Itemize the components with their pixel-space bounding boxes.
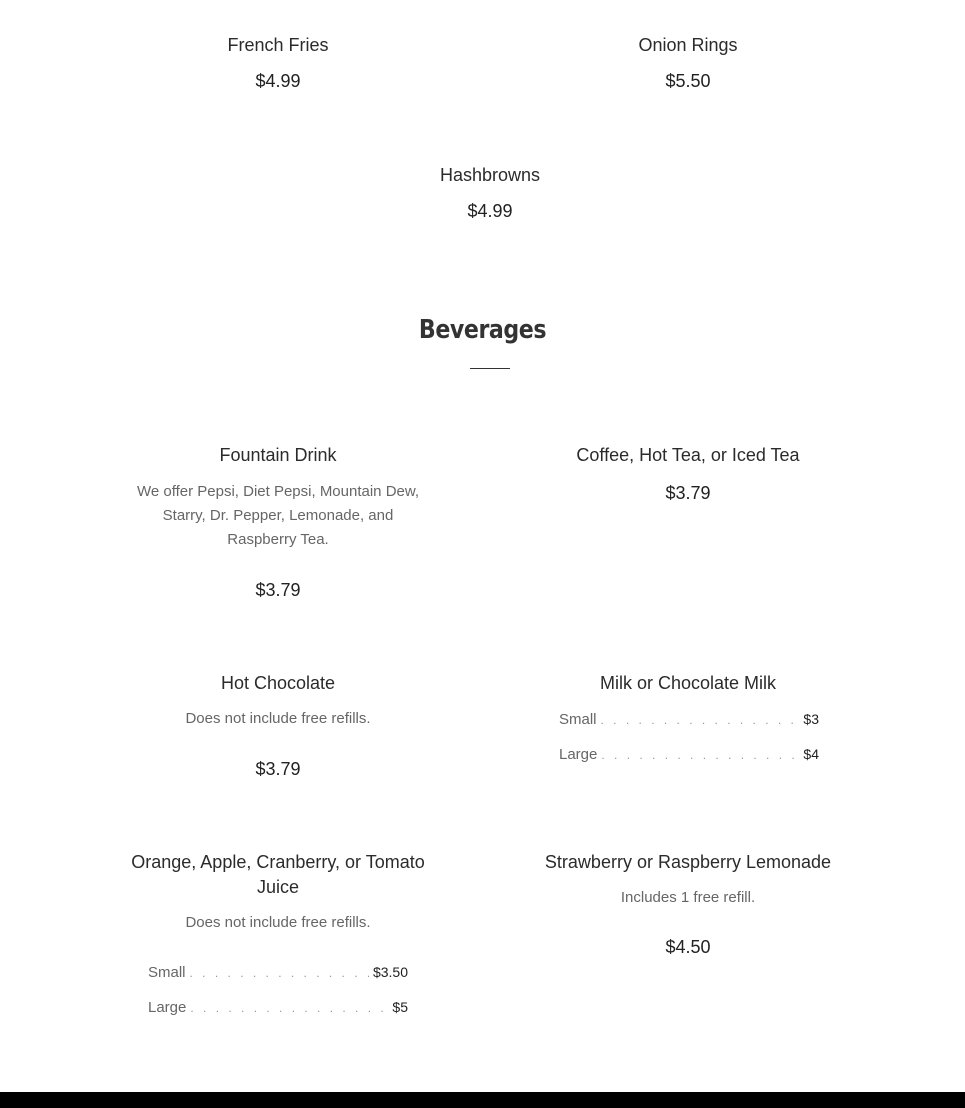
section-divider xyxy=(470,368,510,369)
item-description: Includes 1 free refill. xyxy=(620,889,756,906)
size-label: Small xyxy=(559,711,597,728)
dot-leader xyxy=(597,710,800,730)
item-name: Strawberry or Raspberry Lemonade xyxy=(544,852,832,872)
item-price: $3.79 xyxy=(255,580,301,600)
menu-item-fountain-drink xyxy=(128,443,428,601)
item-name: Fountain Drink xyxy=(219,445,337,465)
item-description: Does not include free refills. xyxy=(185,710,371,727)
item-name: Milk or Chocolate Milk xyxy=(599,673,777,693)
menu-item-hot-chocolate xyxy=(128,671,428,780)
item-name: French Fries xyxy=(227,35,329,55)
section-title-beverages: Beverages xyxy=(418,315,547,345)
size-price: $3.50 xyxy=(372,964,408,980)
item-name: Hashbrowns xyxy=(439,165,541,185)
size-price: $3 xyxy=(803,711,819,727)
item-name: Onion Rings xyxy=(638,35,738,55)
item-price: $3.79 xyxy=(255,759,301,779)
size-label: Large xyxy=(559,746,598,763)
menu-item-french-fries xyxy=(128,33,428,92)
size-label: Large xyxy=(148,999,187,1016)
footer-bar xyxy=(0,1092,965,1108)
dot-leader xyxy=(186,998,388,1018)
menu-item-lemonade xyxy=(508,850,868,958)
size-row-large xyxy=(148,997,408,1018)
item-price: $5.50 xyxy=(665,71,711,91)
item-price: $4.99 xyxy=(255,71,301,91)
dot-leader xyxy=(597,745,799,765)
item-description: We offer Pepsi, Diet Pepsi, Mountain Dew, Starry, Dr. Pepper, Lemonade, and Raspberry Tea. xyxy=(136,483,420,548)
item-price: $4.50 xyxy=(665,937,711,957)
size-label: Small xyxy=(148,964,186,981)
item-price: $3.79 xyxy=(665,483,711,503)
item-name: Hot Chocolate xyxy=(220,673,336,693)
size-row-large xyxy=(559,744,819,765)
item-price: $4.99 xyxy=(467,201,513,221)
size-row-small xyxy=(148,962,408,983)
menu-item-coffee-tea xyxy=(518,443,858,504)
dot-leader xyxy=(186,963,369,983)
item-name: Orange, Apple, Cranberry, or Tomato Juice xyxy=(131,852,425,897)
menu-item-hashbrowns xyxy=(340,163,640,222)
item-name: Coffee, Hot Tea, or Iced Tea xyxy=(576,445,800,465)
menu-item-onion-rings xyxy=(538,33,838,92)
menu-item-juice xyxy=(118,850,438,935)
menu-item-milk xyxy=(518,671,858,696)
size-price: $5 xyxy=(392,999,408,1015)
size-row-small xyxy=(559,709,819,730)
size-price: $4 xyxy=(803,746,819,762)
item-description: Does not include free refills. xyxy=(185,914,371,931)
